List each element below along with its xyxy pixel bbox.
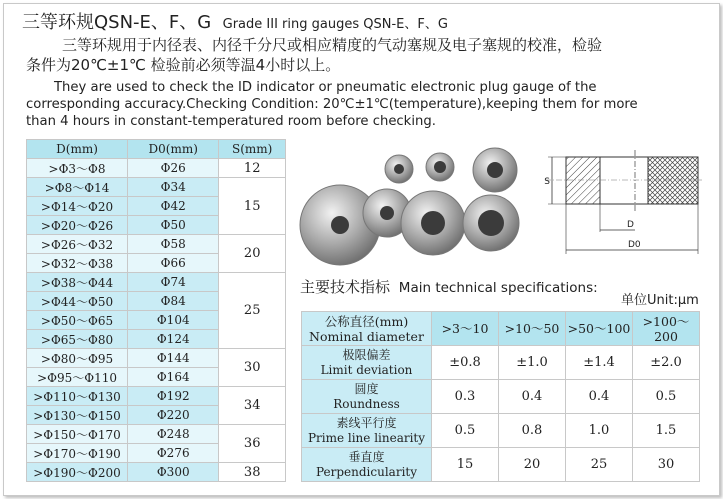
specs-title-en: Main technical specifications: <box>398 280 598 296</box>
cell-s: 20 <box>219 235 286 273</box>
description-zh-line: 条件为20℃±1℃ 检验前必须等温4小时以上。 <box>26 56 341 74</box>
cell-d0: Φ66 <box>128 254 219 273</box>
cell-s: 36 <box>219 425 286 463</box>
cell-d0: Φ84 <box>128 292 219 311</box>
cell-d0: Φ58 <box>128 235 219 254</box>
cell-d0: Φ192 <box>128 387 219 406</box>
spec-value: ±1.4 <box>566 346 633 380</box>
specs-table <box>301 311 700 482</box>
row-label-zh: 素线平行度 <box>336 415 397 430</box>
label-s: S <box>544 177 550 187</box>
label-d0: D0 <box>628 240 641 250</box>
spec-value: 0.5 <box>432 414 499 448</box>
ring-gauge <box>401 191 465 255</box>
cell-d: >Φ65～Φ80 <box>27 330 128 349</box>
spec-value: ±2.0 <box>633 346 700 380</box>
range-header: >3～10 <box>432 312 499 346</box>
row-label-zh: 圆度 <box>354 381 379 396</box>
table-row <box>27 159 286 178</box>
description-zh <box>26 35 698 75</box>
table-row <box>302 346 700 380</box>
ring-gauge <box>473 148 517 192</box>
description-en <box>26 79 702 130</box>
spec-value: 20 <box>499 448 566 482</box>
cell-s: 34 <box>219 387 286 425</box>
row-label <box>302 346 432 380</box>
cell-d: >Φ80～Φ95 <box>27 349 128 368</box>
cell-d0: Φ144 <box>128 349 219 368</box>
row-label-zh: 垂直度 <box>348 449 385 464</box>
description-en-line: than 4 hours in constant-temperatured room before checking. <box>26 114 436 129</box>
table-row <box>27 387 286 406</box>
range-header: >50～100 <box>566 312 633 346</box>
header-d0: D0(mm) <box>128 140 219 159</box>
ring-gauge-cross-section <box>540 150 706 265</box>
cell-d: >Φ95～Φ110 <box>27 368 128 387</box>
cell-d0: Φ276 <box>128 444 219 463</box>
title-zh: 三等环规QSN-E、F、G <box>22 12 212 33</box>
cell-d0: Φ300 <box>128 463 219 482</box>
cell-d0: Φ248 <box>128 425 219 444</box>
cell-s: 38 <box>219 463 286 482</box>
description-en-line: They are used to check the ID indicator or pneumatic electronic plug gauge of the <box>54 80 597 95</box>
cell-d0: Φ74 <box>128 273 219 292</box>
row-label <box>302 380 432 414</box>
row-label <box>302 448 432 482</box>
spec-value: 0.4 <box>499 380 566 414</box>
cell-d0: Φ104 <box>128 311 219 330</box>
header-d: D(mm) <box>27 140 128 159</box>
cell-d0: Φ124 <box>128 330 219 349</box>
cell-d: >Φ20～Φ26 <box>27 216 128 235</box>
cell-d: >Φ150～Φ170 <box>27 425 128 444</box>
table-row <box>27 463 286 482</box>
specs-title <box>300 276 598 297</box>
title-en: Grade III ring gauges QSN-E、F、G <box>222 17 448 32</box>
nominal-zh: 公称直径(mm) <box>324 313 409 329</box>
nominal-diameter-header <box>302 312 432 346</box>
ring-gauge <box>426 153 454 181</box>
table-row <box>302 380 700 414</box>
cell-d: >Φ110～Φ130 <box>27 387 128 406</box>
spec-value: 0.3 <box>432 380 499 414</box>
label-d: D <box>627 220 634 230</box>
ring-gauge <box>463 195 519 251</box>
row-label-en: Limit deviation <box>320 362 413 377</box>
cell-s: 12 <box>219 159 286 178</box>
cell-d: >Φ130～Φ150 <box>27 406 128 425</box>
spec-value: 15 <box>432 448 499 482</box>
spec-value: 0.8 <box>499 414 566 448</box>
specs-header-row <box>302 312 700 346</box>
ring-gauge <box>385 155 413 183</box>
cell-d: >Φ8～Φ14 <box>27 178 128 197</box>
cell-d: >Φ44～Φ50 <box>27 292 128 311</box>
table-row <box>27 273 286 292</box>
range-header: >10～50 <box>499 312 566 346</box>
cell-d0: Φ220 <box>128 406 219 425</box>
cell-d: >Φ190～Φ200 <box>27 463 128 482</box>
cell-d0: Φ26 <box>128 159 219 178</box>
cell-d: >Φ50～Φ65 <box>27 311 128 330</box>
cell-d: >Φ32～Φ38 <box>27 254 128 273</box>
cell-d: >Φ14～Φ20 <box>27 197 128 216</box>
specs-unit: 单位Unit:μm <box>621 293 699 308</box>
spec-value: 0.4 <box>566 380 633 414</box>
spec-value: 25 <box>566 448 633 482</box>
cell-d: >Φ170～Φ190 <box>27 444 128 463</box>
spec-value: ±0.8 <box>432 346 499 380</box>
table-row <box>27 178 286 197</box>
table-row <box>27 425 286 444</box>
row-label <box>302 414 432 448</box>
cell-d0: Φ42 <box>128 197 219 216</box>
description-en-line: corresponding accuracy.Checking Condition: 20℃±1℃(temperature),keeping them for more <box>26 97 638 112</box>
cell-d: >Φ38～Φ44 <box>27 273 128 292</box>
spec-value: 1.0 <box>566 414 633 448</box>
spec-value: ±1.0 <box>499 346 566 380</box>
spec-value: 30 <box>633 448 700 482</box>
table-row <box>27 349 286 368</box>
spec-value: 0.5 <box>633 380 700 414</box>
description-zh-line: 三等环规用于内径表、内径千分尺或相应精度的气动塞规及电子塞规的校准，检验 <box>62 36 603 54</box>
size-table <box>26 139 286 482</box>
nominal-en: Nominal diameter <box>309 328 424 344</box>
row-label-en: Prime line linearity <box>307 430 426 445</box>
row-label-zh: 极限偏差 <box>342 347 391 362</box>
header-s: S(mm) <box>219 140 286 159</box>
row-label-en: Roundness <box>333 396 400 411</box>
range-header: >100～200 <box>633 312 700 346</box>
cell-d: >Φ3～Φ8 <box>27 159 128 178</box>
cell-d: >Φ26～Φ32 <box>27 235 128 254</box>
cell-d0: Φ34 <box>128 178 219 197</box>
table-row <box>302 414 700 448</box>
cell-s: 15 <box>219 178 286 235</box>
table-row <box>27 235 286 254</box>
size-table-header <box>27 140 286 159</box>
ring-gauges-photo <box>298 145 527 272</box>
cell-d0: Φ50 <box>128 216 219 235</box>
spec-value: 1.5 <box>633 414 700 448</box>
specs-title-zh: 主要技术指标 <box>300 278 391 296</box>
cell-d0: Φ164 <box>128 368 219 387</box>
table-row <box>302 448 700 482</box>
row-label-en: Perpendicularity <box>315 464 418 479</box>
cell-s: 30 <box>219 349 286 387</box>
page-title <box>22 8 448 34</box>
cell-s: 25 <box>219 273 286 349</box>
